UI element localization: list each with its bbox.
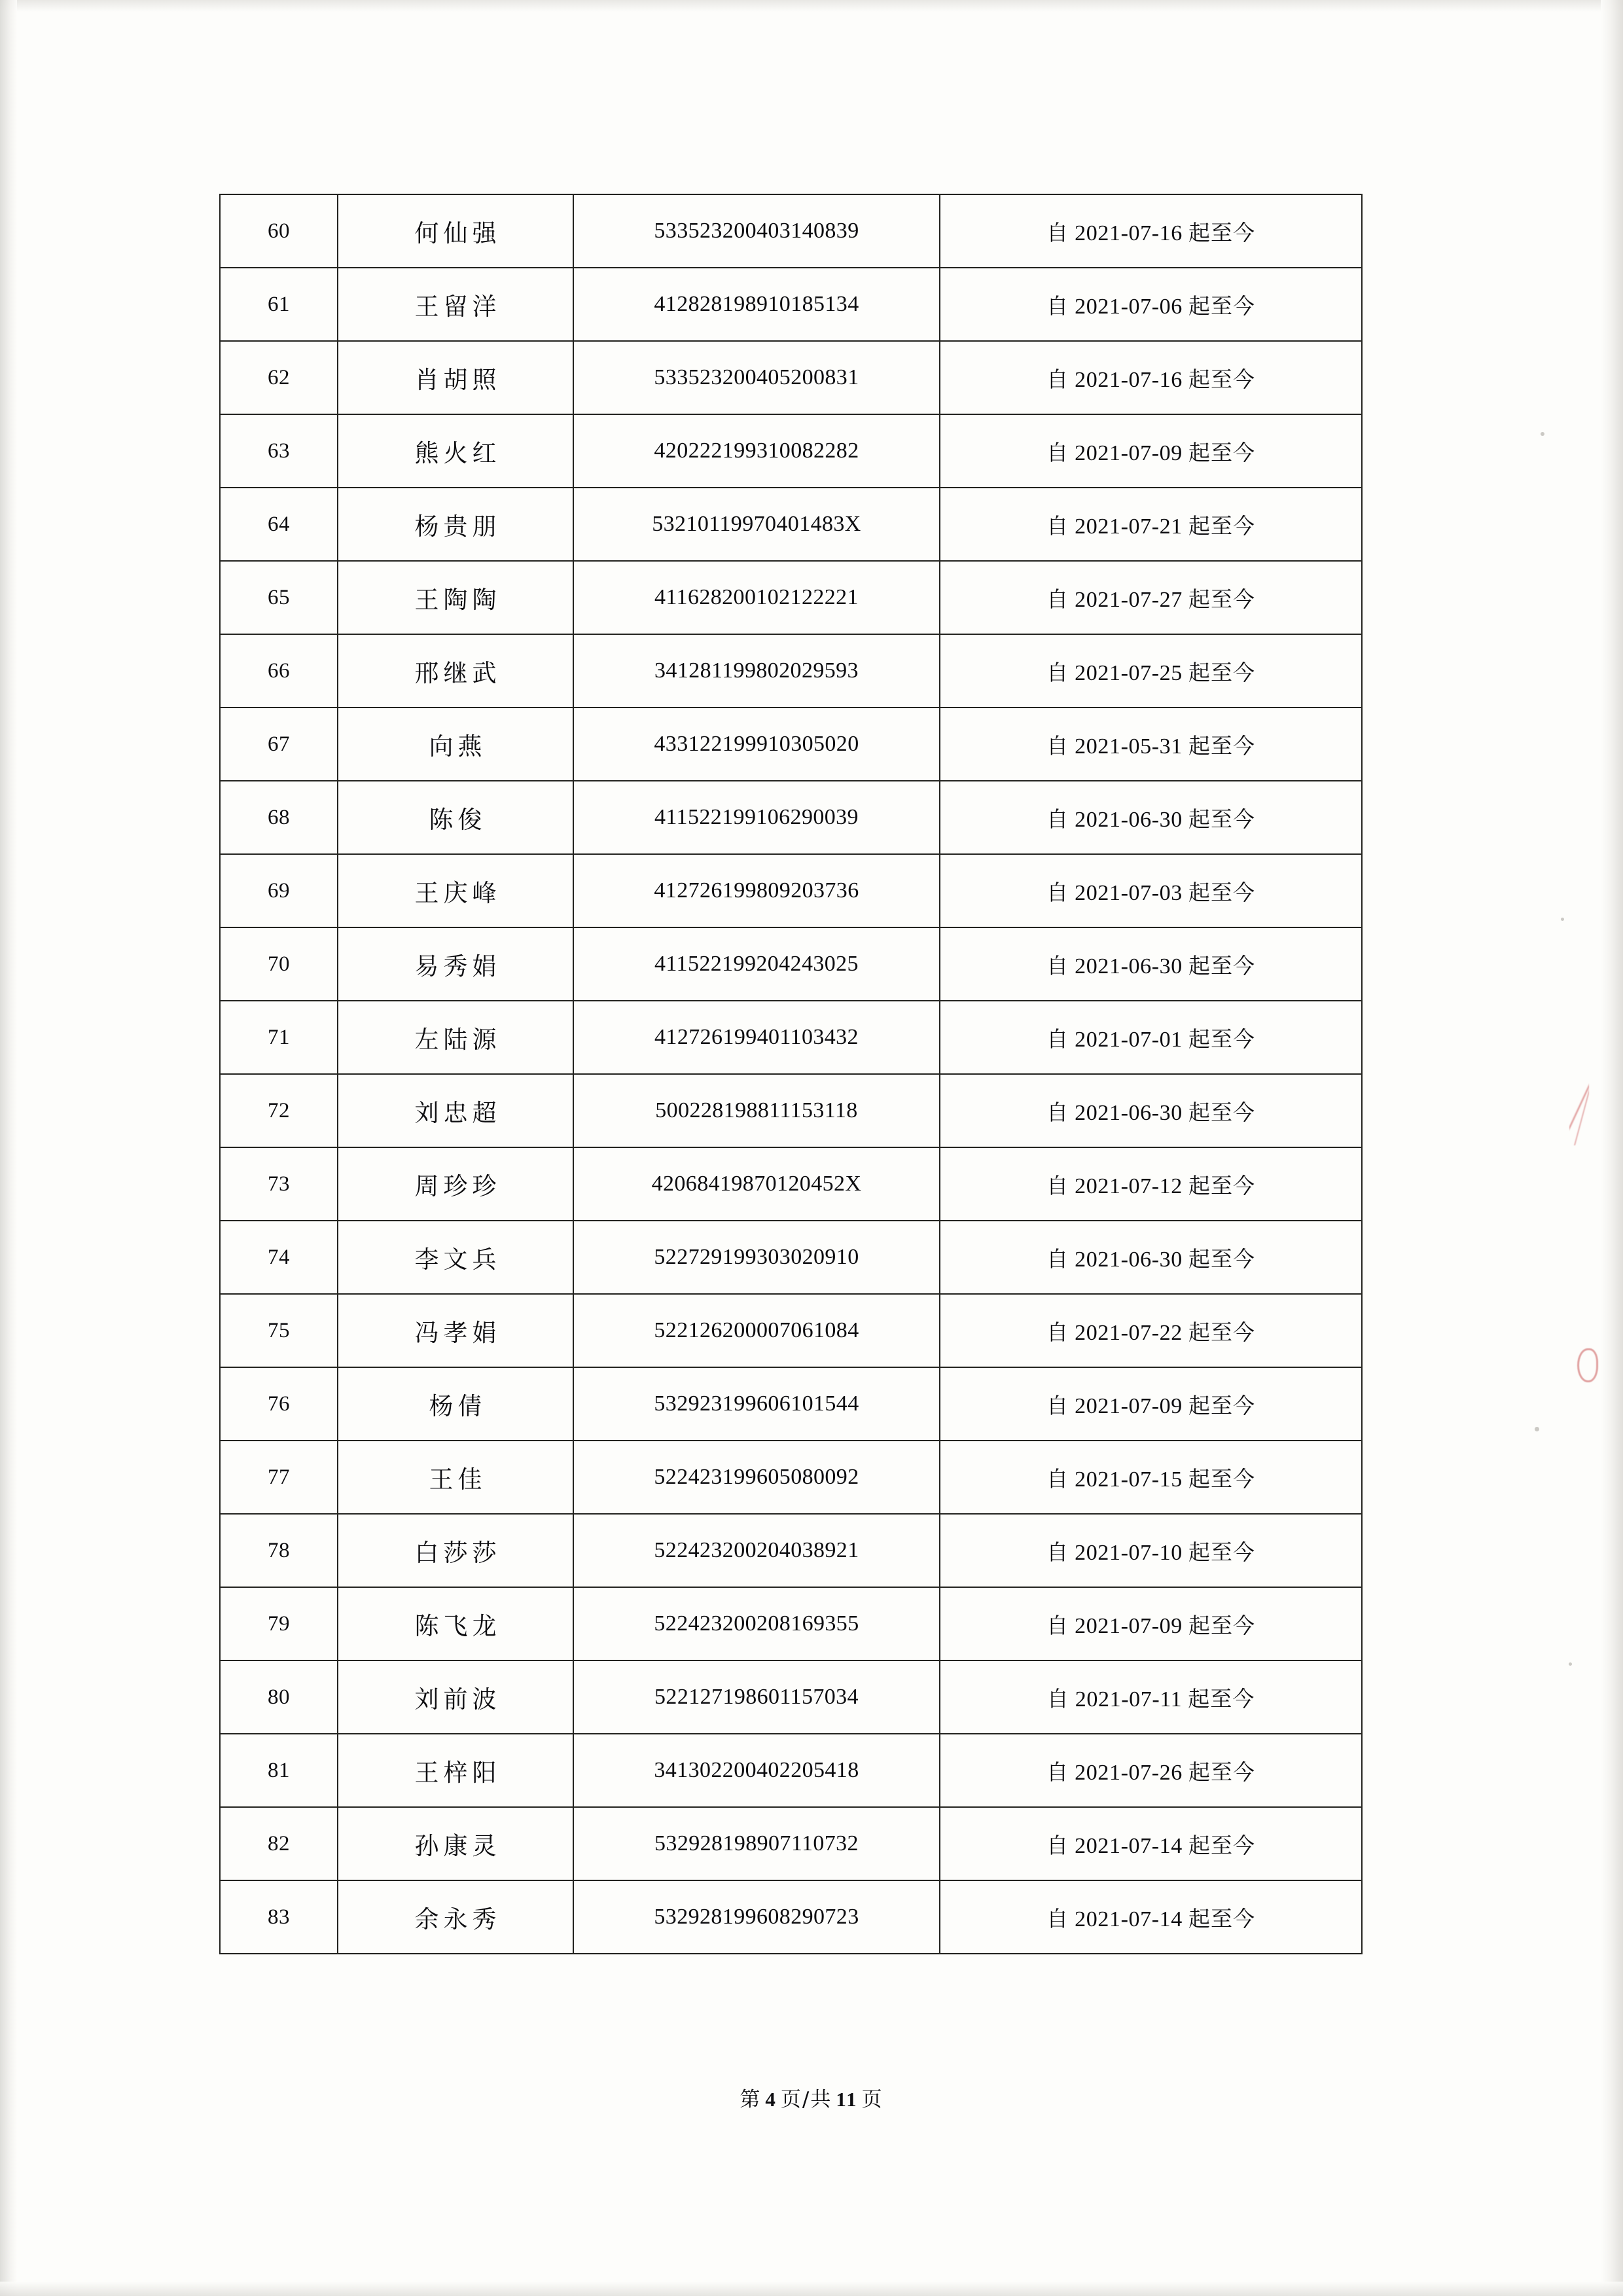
cell-period	[940, 1587, 1362, 1660]
cell-period	[940, 561, 1362, 634]
cell-index: 79	[220, 1587, 338, 1660]
cell-index: 78	[220, 1514, 338, 1587]
cell-name: 刘忠超	[338, 1074, 573, 1147]
cell-index: 83	[220, 1880, 338, 1954]
cell-index: 62	[220, 341, 338, 414]
period-date: 2021-07-16	[1075, 367, 1183, 392]
period-prefix: 自	[1046, 439, 1069, 465]
cell-id-number: 522423200204038921	[573, 1514, 940, 1587]
period-prefix: 自	[1046, 1465, 1069, 1492]
period-suffix: 起至今	[1188, 1319, 1255, 1345]
period-date: 2021-07-12	[1075, 1174, 1183, 1198]
footer-suffix: 页	[861, 2088, 883, 2111]
cell-id-number: 412828198910185134	[573, 268, 940, 341]
cell-index: 81	[220, 1734, 338, 1807]
cell-period	[940, 1367, 1362, 1441]
period-date: 2021-07-10	[1075, 1540, 1183, 1565]
cell-id-number: 522423200208169355	[573, 1587, 940, 1660]
cell-id-number: 522126200007061084	[573, 1294, 940, 1367]
cell-period	[940, 1221, 1362, 1294]
period-date: 2021-06-30	[1075, 1100, 1183, 1125]
period-prefix: 自	[1046, 1392, 1069, 1418]
period-date: 2021-07-06	[1075, 294, 1183, 319]
period-prefix: 自	[1046, 1905, 1069, 1931]
cell-period	[940, 1880, 1362, 1954]
period-prefix: 自	[1046, 806, 1069, 832]
cell-index: 65	[220, 561, 338, 634]
cell-id-number: 532923199606101544	[573, 1367, 940, 1441]
cell-period	[940, 1074, 1362, 1147]
cell-index: 82	[220, 1807, 338, 1880]
roster-table-container	[219, 194, 1361, 1954]
cell-id-number: 532928199608290723	[573, 1880, 940, 1954]
cell-name: 刘前波	[338, 1660, 573, 1734]
period-prefix: 自	[1046, 952, 1069, 978]
table-row	[220, 854, 1362, 927]
period-suffix: 起至今	[1188, 659, 1255, 685]
cell-name: 陈俊	[338, 781, 573, 854]
period-prefix: 自	[1046, 586, 1069, 612]
table-row	[220, 1001, 1362, 1074]
cell-id-number: 53210119970401483X	[573, 488, 940, 561]
cell-name: 向燕	[338, 708, 573, 781]
cell-id-number: 411628200102122221	[573, 561, 940, 634]
cell-index: 73	[220, 1147, 338, 1221]
table-row	[220, 1807, 1362, 1880]
period-date: 2021-07-01	[1075, 1027, 1183, 1052]
table-row	[220, 634, 1362, 708]
footer-prefix: 第	[740, 2088, 762, 2111]
footer-middle: 页/共	[780, 2088, 832, 2111]
period-date: 2021-07-25	[1075, 660, 1183, 685]
cell-name: 陈飞龙	[338, 1587, 573, 1660]
cell-period	[940, 1001, 1362, 1074]
period-date: 2021-06-30	[1075, 1247, 1183, 1272]
period-prefix: 自	[1046, 512, 1069, 539]
period-suffix: 起至今	[1188, 1465, 1255, 1492]
table-row	[220, 781, 1362, 854]
period-prefix: 自	[1046, 659, 1069, 685]
period-prefix: 自	[1046, 732, 1069, 759]
cell-period	[940, 634, 1362, 708]
period-suffix: 起至今	[1188, 1172, 1255, 1198]
scan-speck	[1541, 432, 1544, 436]
cell-index: 74	[220, 1221, 338, 1294]
period-prefix: 自	[1046, 879, 1069, 905]
cell-id-number: 411522199106290039	[573, 781, 940, 854]
cell-name: 白莎莎	[338, 1514, 573, 1587]
cell-index: 76	[220, 1367, 338, 1441]
cell-period	[940, 194, 1362, 268]
period-prefix: 自	[1046, 219, 1069, 245]
period-prefix: 自	[1046, 1685, 1069, 1712]
cell-id-number: 500228198811153118	[573, 1074, 940, 1147]
cell-id-number: 533523200403140839	[573, 194, 940, 268]
period-prefix: 自	[1046, 1319, 1069, 1345]
cell-name: 杨倩	[338, 1367, 573, 1441]
period-suffix: 起至今	[1188, 1832, 1255, 1858]
table-row	[220, 561, 1362, 634]
scan-edge-bottom	[0, 2282, 1623, 2296]
period-date: 2021-06-30	[1075, 807, 1183, 832]
cell-period	[940, 1294, 1362, 1367]
red-ink-mark-secondary-icon	[1577, 1348, 1598, 1382]
period-prefix: 自	[1046, 366, 1069, 392]
cell-name: 何仙强	[338, 194, 573, 268]
scan-edge-right	[1601, 0, 1623, 2296]
period-prefix: 自	[1046, 1612, 1069, 1638]
period-suffix: 起至今	[1188, 1612, 1255, 1638]
period-suffix: 起至今	[1188, 1026, 1255, 1052]
period-suffix: 起至今	[1188, 1099, 1255, 1125]
period-date: 2021-07-14	[1075, 1907, 1183, 1931]
cell-name: 左陆源	[338, 1001, 573, 1074]
cell-id-number: 433122199910305020	[573, 708, 940, 781]
table-row	[220, 1880, 1362, 1954]
cell-period	[940, 268, 1362, 341]
period-prefix: 自	[1046, 1099, 1069, 1125]
cell-name: 邢继武	[338, 634, 573, 708]
cell-id-number: 522127198601157034	[573, 1660, 940, 1734]
period-date: 2021-07-09	[1075, 1613, 1183, 1638]
period-date: 2021-07-03	[1075, 880, 1183, 905]
period-prefix: 自	[1046, 1832, 1069, 1858]
cell-name: 王留洋	[338, 268, 573, 341]
period-prefix: 自	[1046, 1759, 1069, 1785]
footer-page-number: 4	[765, 2088, 777, 2111]
cell-index: 70	[220, 927, 338, 1001]
cell-name: 孙康灵	[338, 1807, 573, 1880]
period-suffix: 起至今	[1188, 1246, 1255, 1272]
period-suffix: 起至今	[1188, 219, 1255, 245]
cell-name: 李文兵	[338, 1221, 573, 1294]
cell-name: 王佳	[338, 1441, 573, 1514]
cell-period	[940, 927, 1362, 1001]
cell-id-number: 412726199401103432	[573, 1001, 940, 1074]
table-row	[220, 1074, 1362, 1147]
table-row	[220, 1660, 1362, 1734]
period-prefix: 自	[1046, 1246, 1069, 1272]
cell-id-number: 341281199802029593	[573, 634, 940, 708]
page-footer	[0, 2083, 1623, 2112]
cell-id-number: 522423199605080092	[573, 1441, 940, 1514]
cell-id-number: 532928198907110732	[573, 1807, 940, 1880]
period-prefix: 自	[1046, 1172, 1069, 1198]
cell-index: 61	[220, 268, 338, 341]
cell-name: 王梓阳	[338, 1734, 573, 1807]
period-date: 2021-07-14	[1075, 1833, 1183, 1858]
footer-total-pages: 11	[836, 2088, 858, 2111]
table-row	[220, 1367, 1362, 1441]
cell-name: 杨贵朋	[338, 488, 573, 561]
table-row	[220, 268, 1362, 341]
scan-speck	[1569, 1662, 1572, 1666]
scan-speck	[1535, 1427, 1539, 1431]
cell-period	[940, 414, 1362, 488]
period-date: 2021-07-09	[1075, 1393, 1183, 1418]
cell-name: 余永秀	[338, 1880, 573, 1954]
cell-period	[940, 1514, 1362, 1587]
table-row	[220, 488, 1362, 561]
cell-period	[940, 1807, 1362, 1880]
period-prefix: 自	[1046, 1026, 1069, 1052]
table-row	[220, 194, 1362, 268]
cell-index: 66	[220, 634, 338, 708]
cell-index: 64	[220, 488, 338, 561]
period-suffix: 起至今	[1188, 586, 1255, 612]
period-date: 2021-07-09	[1075, 440, 1183, 465]
cell-period	[940, 781, 1362, 854]
period-prefix: 自	[1046, 293, 1069, 319]
period-suffix: 起至今	[1188, 806, 1255, 832]
roster-table	[219, 194, 1363, 1954]
cell-name: 周珍珍	[338, 1147, 573, 1221]
red-ink-mark-icon	[1569, 1073, 1589, 1145]
cell-id-number: 522729199303020910	[573, 1221, 940, 1294]
cell-name: 王陶陶	[338, 561, 573, 634]
cell-index: 69	[220, 854, 338, 927]
table-row	[220, 341, 1362, 414]
period-prefix: 自	[1046, 1539, 1069, 1565]
period-suffix: 起至今	[1188, 879, 1255, 905]
table-row	[220, 1294, 1362, 1367]
cell-id-number: 533523200405200831	[573, 341, 940, 414]
table-row	[220, 1734, 1362, 1807]
scan-edge-top	[0, 0, 1623, 12]
cell-index: 67	[220, 708, 338, 781]
cell-index: 71	[220, 1001, 338, 1074]
cell-index: 63	[220, 414, 338, 488]
cell-id-number: 412726199809203736	[573, 854, 940, 927]
cell-index: 75	[220, 1294, 338, 1367]
scan-speck	[1561, 918, 1564, 921]
cell-period	[940, 708, 1362, 781]
cell-id-number: 420222199310082282	[573, 414, 940, 488]
table-row	[220, 1587, 1362, 1660]
cell-id-number: 411522199204243025	[573, 927, 940, 1001]
cell-period	[940, 1147, 1362, 1221]
period-date: 2021-07-26	[1075, 1760, 1183, 1785]
cell-id-number: 42068419870120452X	[573, 1147, 940, 1221]
period-suffix: 起至今	[1188, 293, 1255, 319]
table-row	[220, 708, 1362, 781]
period-date: 2021-07-22	[1075, 1320, 1183, 1345]
period-suffix: 起至今	[1188, 512, 1255, 539]
period-date: 2021-07-21	[1075, 514, 1183, 539]
cell-id-number: 341302200402205418	[573, 1734, 940, 1807]
period-date: 2021-06-30	[1075, 954, 1183, 978]
period-suffix: 起至今	[1188, 952, 1255, 978]
cell-name: 冯孝娟	[338, 1294, 573, 1367]
cell-index: 80	[220, 1660, 338, 1734]
cell-name: 肖胡照	[338, 341, 573, 414]
table-row	[220, 1441, 1362, 1514]
period-date: 2021-05-31	[1075, 734, 1183, 759]
period-suffix: 起至今	[1188, 439, 1255, 465]
cell-period	[940, 1734, 1362, 1807]
table-row	[220, 414, 1362, 488]
table-row	[220, 927, 1362, 1001]
cell-index: 60	[220, 194, 338, 268]
cell-period	[940, 341, 1362, 414]
cell-period	[940, 854, 1362, 927]
cell-index: 72	[220, 1074, 338, 1147]
period-date: 2021-07-27	[1075, 587, 1183, 612]
period-suffix: 起至今	[1188, 1539, 1255, 1565]
period-date: 2021-07-11	[1075, 1687, 1183, 1712]
period-suffix: 起至今	[1188, 1759, 1255, 1785]
cell-period	[940, 488, 1362, 561]
period-suffix: 起至今	[1188, 732, 1255, 759]
period-suffix: 起至今	[1188, 1392, 1255, 1418]
period-suffix: 起至今	[1188, 1905, 1255, 1931]
cell-name: 王庆峰	[338, 854, 573, 927]
cell-period	[940, 1441, 1362, 1514]
table-row	[220, 1147, 1362, 1221]
period-date: 2021-07-16	[1075, 221, 1183, 245]
cell-index: 68	[220, 781, 338, 854]
cell-name: 熊火红	[338, 414, 573, 488]
cell-name: 易秀娟	[338, 927, 573, 1001]
scan-edge-left	[0, 0, 17, 2296]
table-row	[220, 1514, 1362, 1587]
cell-period	[940, 1660, 1362, 1734]
cell-index: 77	[220, 1441, 338, 1514]
period-date: 2021-07-15	[1075, 1467, 1183, 1492]
period-suffix: 起至今	[1188, 366, 1255, 392]
table-row	[220, 1221, 1362, 1294]
period-suffix: 起至今	[1188, 1685, 1255, 1712]
